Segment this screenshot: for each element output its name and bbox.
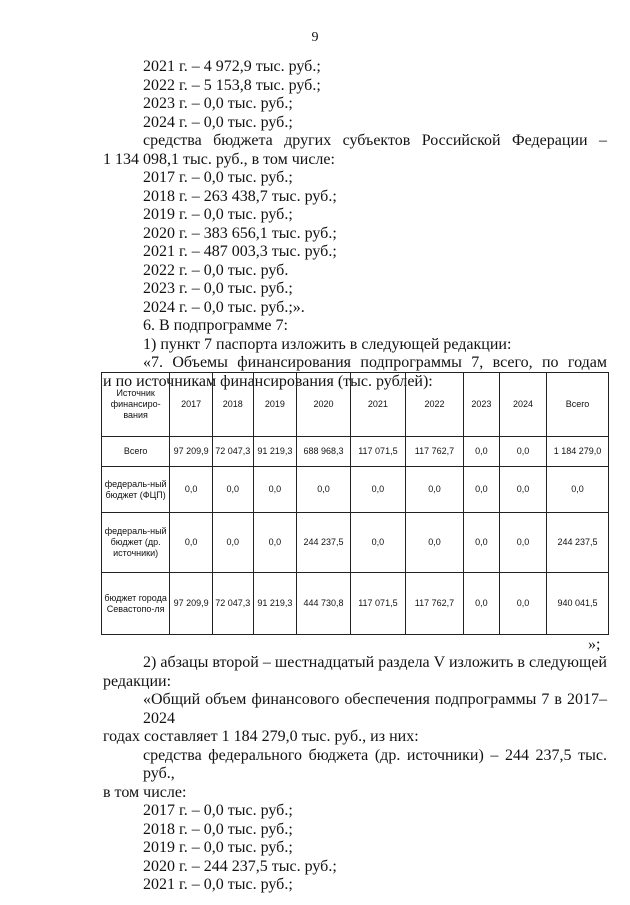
table-cell: 91 219,3 [253,437,297,467]
text-block-top [103,58,607,391]
table-cell: 97 209,9 [170,573,213,635]
table-cell-source: федераль-ный бюджет (ФЦП) [102,467,170,513]
item2-federal-line2: в том числе: [103,783,187,801]
table-header-cell: 2023 [463,373,499,437]
section6-quote-line2: и по источникам финансирования (тыс. рублей): [103,372,433,390]
table-cell: 117 071,5 [350,573,406,635]
table-cell-source: федераль-ный бюджет (др. источники) [102,513,170,573]
table-cell: 117 071,5 [350,437,406,467]
year-line: 2021 г. – 0,0 тыс. руб.; [143,876,293,893]
table-cell: 940 041,5 [547,573,609,635]
text-block-bottom [103,654,607,895]
page-number: 9 [311,30,319,45]
table-header-cell: 2021 [350,373,406,437]
table-cell: 0,0 [212,513,253,573]
table-cell: 244 237,5 [547,513,609,573]
table-header-cell: 2019 [253,373,297,437]
table-cell: 91 219,3 [253,573,297,635]
table-header-cell: 2017 [170,373,213,437]
table-cell: 0,0 [297,467,350,513]
item2-line1: 2) абзацы второй – шестнадцатый раздела V изложить в следующей [143,654,607,671]
year-line: 2021 г. – 4 972,9 тыс. руб.; [143,58,321,75]
section6-heading: 6. В подпрограмме 7: [143,317,288,334]
table-cell: 117 762,7 [406,573,464,635]
table-cell-source: бюджет города Севастопо-ля [102,573,170,635]
year-line: 2024 г. – 0,0 тыс. руб.; [143,113,293,131]
section6-item1: 1) пункт 7 паспорта изложить в следующей редакции: [143,335,512,353]
table-cell: 0,0 [500,467,547,513]
table-cell: 0,0 [500,573,547,635]
year-line: 2018 г. – 263 438,7 тыс. руб.; [143,187,337,205]
table-cell: 244 237,5 [297,513,350,573]
table-header-cell: 2018 [212,373,253,437]
year-line: 2019 г. – 0,0 тыс. руб.; [143,206,293,223]
table-cell: 0,0 [463,573,499,635]
year-line: 2020 г. – 383 656,1 тыс. руб.; [143,224,337,242]
table-row [102,573,609,635]
item2-federal-line1: средства федерального бюджета (др. источники) – 244 237,5 тыс. руб., [143,746,607,782]
year-line: 2023 г. – 0,0 тыс. руб.; [143,280,293,297]
table-cell: 0,0 [170,513,213,573]
table-cell: 0,0 [170,467,213,513]
table-cell: 0,0 [406,513,464,573]
financing-table [101,372,609,635]
year-line: 2020 г. – 244 237,5 тыс. руб.; [143,857,337,875]
year-line: 2019 г. – 0,0 тыс. руб.; [143,839,293,856]
year-line: 2017 г. – 0,0 тыс. руб.; [143,802,293,819]
year-line: 2022 г. – 0,0 тыс. руб. [143,261,289,279]
table-cell: 0,0 [463,513,499,573]
item2-quote-line1: «Общий объем финансового обеспечения подпрограммы 7 в 2017–2024 [143,691,607,727]
year-line: 2021 г. – 487 003,3 тыс. руб.; [143,243,337,260]
table-cell: 0,0 [350,513,406,573]
table-cell: 444 730,8 [297,573,350,635]
table-cell: 72 047,3 [212,573,253,635]
table-header-cell: 2024 [500,373,547,437]
item2-line2: редакции: [103,672,172,690]
section6-quote-line1: «7. Объемы финансирования подпрограммы 7, всего, по годам [143,354,607,371]
table-closing-quote: »; [588,636,601,653]
table-row [102,467,609,513]
table-cell: 0,0 [463,467,499,513]
table-cell: 688 968,3 [297,437,350,467]
table-header-cell: 2022 [406,373,464,437]
table-cell: 0,0 [500,513,547,573]
table-row [102,513,609,573]
table-cell: 0,0 [463,437,499,467]
year-line: 2024 г. – 0,0 тыс. руб.;». [143,298,305,316]
table-header-row [102,373,609,437]
table-cell: 0,0 [253,513,297,573]
table-header-cell: Всего [547,373,609,437]
table-cell: 117 762,7 [406,437,464,467]
table-cell: 0,0 [350,467,406,513]
table-row [102,437,609,467]
year-line: 2022 г. – 5 153,8 тыс. руб.; [143,76,321,94]
table-cell: 72 047,3 [212,437,253,467]
table-cell-source: Всего [102,437,170,467]
table-cell: 0,0 [547,467,609,513]
table-cell: 0,0 [500,437,547,467]
table-header-cell: 2020 [297,373,350,437]
table-cell: 0,0 [253,467,297,513]
table-cell: 0,0 [212,467,253,513]
year-line: 2017 г. – 0,0 тыс. руб.; [143,169,293,186]
table-cell: 0,0 [406,467,464,513]
other-subjects-line2: 1 134 098,1 тыс. руб., в том числе: [103,150,335,168]
other-subjects-line1: средства бюджета других субъектов Российской Федерации – [143,132,607,149]
table-cell: 1 184 279,0 [547,437,609,467]
item2-quote-line2: годах составляет 1 184 279,0 тыс. руб., из них: [103,728,419,745]
year-line: 2018 г. – 0,0 тыс. руб.; [143,820,293,838]
year-line: 2023 г. – 0,0 тыс. руб.; [143,95,293,112]
table-header-cell: Источник финансиро-вания [102,373,170,437]
table-cell: 97 209,9 [170,437,213,467]
